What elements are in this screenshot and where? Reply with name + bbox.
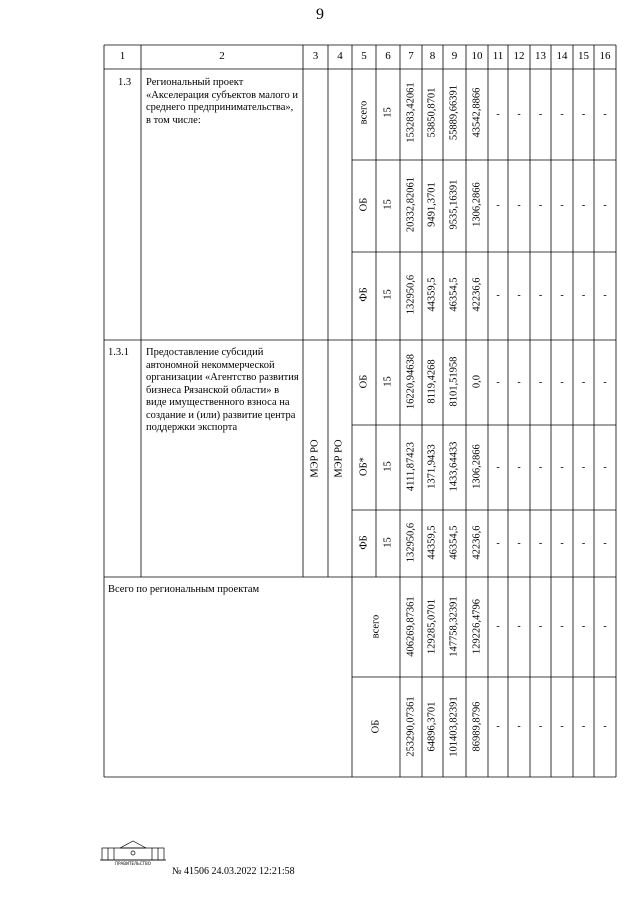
emblem-caption: ПРАВИТЕЛЬСТВО	[115, 861, 151, 866]
empty-cell-dash: -	[538, 461, 543, 473]
empty-cell-dash: -	[560, 108, 564, 120]
empty-cell-dash: -	[496, 721, 500, 732]
cell-value: 129226,4796	[471, 598, 483, 655]
empty-cell-dash: -	[538, 290, 543, 301]
empty-cell-dash: -	[560, 290, 564, 301]
empty-cell-dash: -	[496, 290, 500, 301]
cell-value: 55889,66391	[448, 84, 460, 141]
cell-source: ОБ	[370, 719, 382, 734]
row-code: 1.3.1	[108, 347, 129, 358]
empty-cell-dash: -	[581, 108, 586, 120]
empty-cell-dash: -	[603, 290, 607, 301]
empty-cell-dash: -	[496, 200, 500, 211]
cell-code: 15	[382, 107, 394, 118]
row-name: Региональный проект «Акселерация субъектов малого и среднего предпринимательства», в том числе:	[146, 77, 299, 126]
empty-cell-dash: -	[496, 537, 500, 549]
empty-cell-dash: -	[581, 621, 586, 632]
co-executor: МЭР РО	[333, 439, 345, 478]
empty-cell-dash: -	[581, 461, 586, 473]
header-cell: 12	[513, 50, 525, 62]
cell-source: ОБ	[358, 197, 370, 212]
empty-cell-dash: -	[538, 200, 543, 211]
empty-cell-dash: -	[496, 376, 500, 388]
empty-cell-dash: -	[517, 537, 521, 549]
cell-value: 253290,07361	[405, 696, 417, 757]
header-cell: 3	[312, 50, 319, 62]
empty-cell-dash: -	[496, 108, 500, 120]
cell-value: 46354,5	[448, 277, 460, 312]
cell-value: 153283,42061	[405, 82, 417, 143]
empty-cell-dash: -	[603, 461, 607, 473]
header-cell: 15	[578, 50, 589, 62]
cell-code: 15	[382, 199, 394, 210]
empty-cell-dash: -	[517, 200, 521, 211]
empty-cell-dash: -	[603, 108, 607, 120]
header-cell: 2	[219, 50, 225, 62]
cell-value: 147758,32391	[448, 596, 460, 657]
cell-value: 53850,8701	[426, 87, 438, 138]
cell-value: 46354,5	[448, 525, 460, 560]
empty-cell-dash: -	[581, 290, 586, 301]
header-cell: 4	[337, 50, 343, 62]
cell-value: 0,0	[471, 374, 483, 389]
cell-value: 4111,87423	[405, 441, 417, 492]
cell-value: 129285,0701	[426, 598, 438, 655]
page-number: 9	[316, 6, 324, 23]
cell-value: 44359,5	[426, 525, 438, 560]
empty-cell-dash: -	[560, 200, 564, 211]
empty-cell-dash: -	[517, 108, 521, 120]
cell-code: 15	[382, 537, 394, 548]
empty-cell-dash: -	[538, 537, 543, 549]
cell-code: 15	[382, 289, 394, 300]
empty-cell-dash: -	[517, 376, 521, 388]
cell-value: 16220,94638	[405, 353, 417, 410]
row-name: Всего по региональным проектам	[108, 584, 260, 595]
empty-cell-dash: -	[581, 376, 586, 388]
cell-source: ОБ	[358, 374, 370, 389]
cell-value: 101403,82391	[448, 696, 460, 757]
empty-cell-dash: -	[560, 461, 564, 473]
cell-value: 1433,64433	[448, 441, 460, 492]
cell-value: 132950,6	[405, 522, 417, 563]
cell-value: 9535,16391	[448, 179, 460, 230]
empty-cell-dash: -	[517, 621, 521, 632]
cell-value: 86989,8796	[471, 701, 483, 752]
header-cell: 9	[451, 50, 458, 62]
header-cell: 10	[471, 50, 483, 62]
empty-cell-dash: -	[538, 621, 543, 632]
empty-cell-dash: -	[603, 621, 607, 632]
cell-value: 8101,51958	[448, 356, 460, 407]
cell-value: 43542,8866	[471, 87, 483, 138]
header-cell: 5	[361, 50, 367, 62]
row-code: 1.3	[118, 77, 132, 88]
header-cell: 8	[429, 50, 436, 62]
header-cell: 13	[535, 50, 546, 62]
empty-cell-dash: -	[560, 621, 564, 632]
empty-cell-dash: -	[496, 621, 500, 632]
empty-cell-dash: -	[538, 721, 543, 732]
empty-cell-dash: -	[581, 721, 586, 732]
empty-cell-dash: -	[603, 376, 607, 388]
cell-value: 1306,2866	[471, 182, 483, 227]
empty-cell-dash: -	[560, 721, 564, 732]
cell-source: всего	[370, 614, 382, 639]
cell-value: 8119,4268	[426, 359, 438, 404]
cell-value: 20332,82061	[405, 176, 417, 233]
cell-value: 406269,87361	[405, 596, 417, 657]
cell-source: ОБ*	[358, 457, 370, 476]
empty-cell-dash: -	[538, 376, 543, 388]
empty-cell-dash: -	[560, 537, 564, 549]
responsible-executor: МЭР РО	[309, 439, 321, 478]
cell-value: 1371,9433	[426, 444, 438, 489]
header-cell: 14	[556, 50, 568, 62]
header-cell: 16	[599, 50, 611, 62]
empty-cell-dash: -	[517, 461, 521, 473]
cell-source: всего	[358, 100, 370, 125]
header-cell: 7	[408, 50, 414, 62]
cell-code: 15	[382, 376, 394, 387]
cell-value: 9491,3701	[426, 182, 438, 227]
cell-value: 44359,5	[426, 277, 438, 312]
cell-value: 132950,6	[405, 274, 417, 315]
cell-code: 15	[382, 461, 394, 472]
empty-cell-dash: -	[538, 108, 543, 120]
empty-cell-dash: -	[603, 200, 607, 211]
empty-cell-dash: -	[517, 721, 521, 732]
empty-cell-dash: -	[496, 461, 500, 473]
document-registration-stamp: № 41506 24.03.2022 12:21:58	[172, 866, 295, 877]
cell-value: 64896,3701	[426, 701, 438, 752]
cell-source: ФБ	[358, 287, 370, 302]
header-cell: 1	[119, 50, 126, 62]
empty-cell-dash: -	[581, 200, 586, 211]
row-name: Предоставление субсидий автономной некоммерческой организации «Агентство развития бизнеса Рязанской области» в виде имущественного взноса на создание и (или) развитие центра поддержки экспорта	[146, 347, 299, 433]
cell-value: 1306,2866	[471, 444, 483, 489]
header-cell: 11	[492, 50, 504, 62]
empty-cell-dash: -	[581, 537, 586, 549]
empty-cell-dash: -	[603, 721, 607, 732]
header-cell: 6	[385, 50, 391, 62]
cell-value: 42236,6	[471, 525, 483, 560]
empty-cell-dash: -	[517, 290, 521, 301]
empty-cell-dash: -	[603, 537, 607, 549]
cell-value: 42236,6	[471, 277, 483, 312]
cell-source: ФБ	[358, 535, 370, 550]
empty-cell-dash: -	[560, 376, 564, 388]
